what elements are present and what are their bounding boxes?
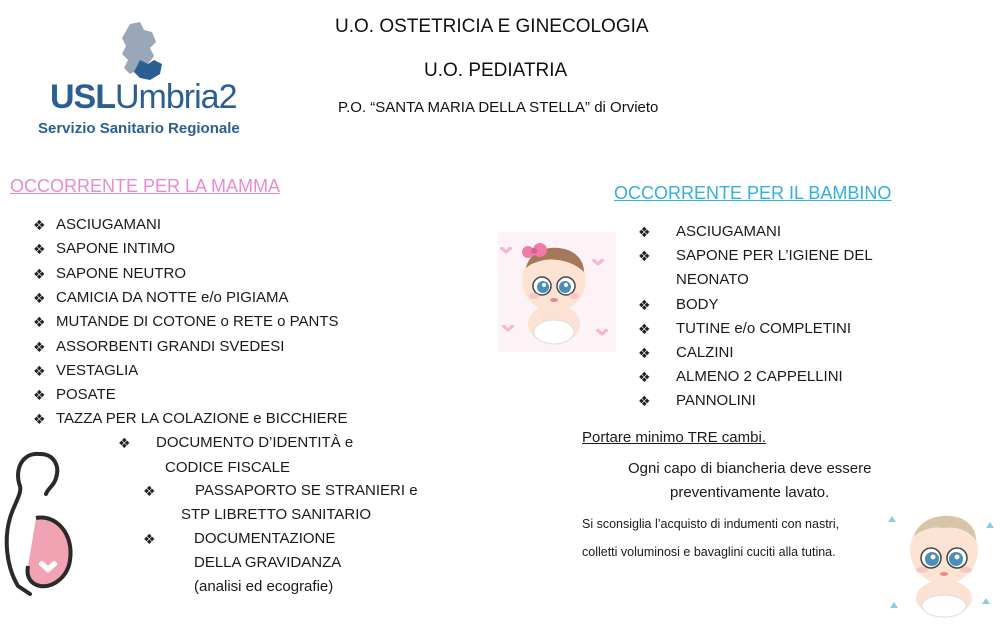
bullet-icon: ❖ [33,314,46,331]
mamma-list-item: TAZZA PER LA COLAZIONE e BICCHIERE [56,410,348,428]
mamma-list-item: SAPONE NEUTRO [56,264,187,282]
header-line-3: P.O. “SANTA MARIA DELLA STELLA” di Orvieto [338,99,659,116]
note-cambi: Portare minimo TRE cambi. [582,429,766,446]
note-lavato-line1: Ogni capo di biancheria deve essere [628,460,872,477]
bambino-list-item: PANNOLINI [676,392,756,410]
logo-umbria-text: Umbria2 [115,78,237,116]
bullet-icon: ❖ [638,345,651,361]
bambino-list-item: NEONATO [676,271,749,289]
bullet-icon: ❖ [638,393,651,410]
bullet-icon: ❖ [33,241,46,258]
note-sconsiglia-line1: Si sconsiglia l’acquisto di indumenti con nastri, [582,517,840,531]
bullet-icon: ❖ [33,387,46,404]
bullet-icon: ❖ [33,362,46,379]
bullet-icon: ❖ [33,289,46,306]
note-sconsiglia-line2: colletti voluminosi e bavaglini cuciti alla tutina. [582,545,836,559]
mamma-list-item: ASSORBENTI GRANDI SVEDESI [56,337,285,355]
mamma-document-line: DOCUMENTO D’IDENTITÀ e [156,434,354,451]
bullet-icon: ❖ [638,248,651,265]
bullet-icon: ❖ [33,265,46,282]
mamma-list-item: ASCIUGAMANI [56,216,162,233]
mamma-list-item: VESTAGLIA [56,361,139,379]
note-lavato-line2: preventivamente lavato. [670,484,830,501]
bambino-list-item: ALMENO 2 CAPPELLINI [676,368,843,386]
bambino-list-item: ASCIUGAMANI [676,223,782,240]
header-line-1: U.O. OSTETRICIA E GINECOLOGIA [335,16,649,37]
mamma-list-item: MUTANDE DI COTONE o RETE o PANTS [56,313,339,331]
bullet-icon: ❖ [33,411,46,428]
bullet-icon: ❖ [33,338,46,355]
bambino-list-item: BODY [676,295,719,313]
baby-boy-illustration [886,502,1002,622]
bullet-icon: ❖ [143,531,156,547]
bullet-icon: ❖ [638,224,651,240]
bambino-list-item: TUTINE e/o COMPLETINI [676,319,852,337]
mamma-document-line: CODICE FISCALE [165,459,291,476]
baby-girl-illustration [498,232,616,352]
header-line-2: U.O. PEDIATRIA [424,60,568,81]
umbria-region-icon [110,20,170,82]
mamma-section-title: OCCORRENTE PER LA MAMMA [10,176,281,196]
bullet-icon: ❖ [118,435,131,451]
mamma-document-line: STP LIBRETTO SANITARIO [181,506,372,523]
bambino-list-item: SAPONE PER L’IGIENE DEL [676,247,873,265]
bullet-icon: ❖ [638,369,651,386]
bullet-icon: ❖ [33,217,46,233]
mamma-list-item: POSATE [56,386,116,404]
bullet-icon: ❖ [143,483,156,499]
mamma-list-item: CAMICIA DA NOTTE e/o PIGIAMA [56,288,289,306]
logo-subtitle: Servizio Sanitario Regionale [38,120,240,137]
bambino-list-item: CALZINI [676,344,734,361]
mamma-document-line: (analisi ed ecografie) [194,578,334,595]
mamma-list-item: SAPONE INTIMO [56,240,176,258]
logo-usl-text: USL [50,78,115,116]
mamma-document-line: DELLA GRAVIDANZA [194,554,342,571]
mamma-document-line: DOCUMENTAZIONE [194,530,336,547]
bullet-icon: ❖ [638,320,651,337]
bullet-icon: ❖ [638,296,651,313]
mamma-document-line: PASSAPORTO SE STRANIERI e [195,482,418,499]
usl-logo [38,20,253,145]
bambino-section-title: OCCORRENTE PER IL BAMBINO [614,183,892,203]
pregnant-woman-icon [0,448,82,598]
